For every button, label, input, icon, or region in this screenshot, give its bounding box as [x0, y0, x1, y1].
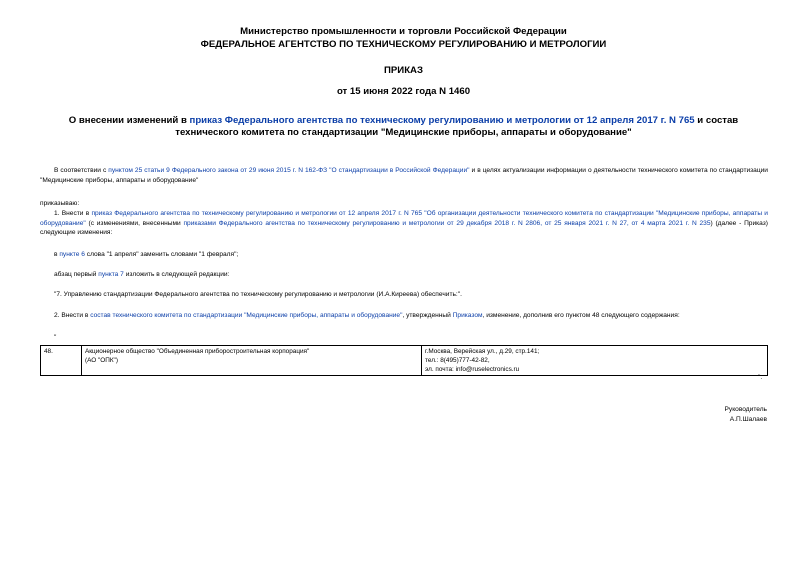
signature-block	[725, 405, 767, 425]
item-1-link-amendments[interactable]: приказами Федерального агентства по техническому регулированию и метрологии от 29 декабря 2018 г. N 2806, от 25 января 2021 г. N 27, от 4 марта 2021 г. N 235	[183, 219, 711, 227]
order-word: приказываю:	[40, 200, 80, 207]
sub-1-text-1: в	[54, 251, 60, 258]
link-point-7[interactable]: пункта 7	[98, 271, 124, 278]
intro-link-federal-law[interactable]: пунктом 25 статьи 9 Федерального закона от 29 июня 2015 г. N 162-ФЗ "О стандартизации в Российской Федерации"	[108, 167, 470, 174]
item-2-link-committee[interactable]: состав технического комитета по стандартизации "Медицинские приборы, аппараты и оборудование"	[90, 312, 403, 319]
contact-email: эл. почта: info@ruselectronics.ru	[425, 366, 520, 373]
title-link-order-765[interactable]: приказ Федерального агентства по техническому регулированию и метрологии от 12 апреля 2017 г. N 765	[189, 115, 695, 126]
quoted-point-7: "7. Управлению стандартизации Федерального агентства по техническому регулированию и метрологии (И.А.Киреева) обеспечить:".	[54, 291, 462, 298]
signatory-name: А.П.Шалаев	[729, 416, 767, 423]
contacts-cell	[422, 346, 768, 376]
table-row	[41, 346, 768, 376]
quote-open-mark: "	[54, 334, 57, 341]
contact-address: г.Москва, Верейская ул., д.29, стр.141;	[425, 348, 540, 355]
contact-phone: тел.: 8(495)777-42-82,	[425, 357, 490, 364]
committee-member-table	[40, 345, 768, 376]
item-1-link-order[interactable]: приказ Федерального агентства по техническому регулированию и метрологии от 12 апреля 2017 г. N 765 "Об организации деятельности технического комитета по стандартизации "Медицинские приборы, аппараты и оборудование"	[40, 210, 768, 227]
item-2-text-1: 2. Внести в	[54, 312, 91, 319]
document-title	[40, 115, 767, 139]
title-text-2: и состав технического комитета по стандартизации "Медицинские приборы, аппараты и оборудование"	[175, 115, 739, 138]
item-2-text-3: , изменение, дополнив его пунктом 48 следующего содержания:	[482, 312, 680, 319]
item-2-link-order[interactable]: Приказом	[452, 312, 483, 319]
item-2-text-2: , утвержденный	[402, 312, 453, 319]
item-1-text-1: 1. Внести в	[54, 210, 92, 217]
item-1-text-2: (с изменениями, внесенными	[85, 219, 184, 227]
item-1-paragraph	[40, 209, 768, 238]
sub-item-point-7	[54, 270, 229, 280]
row-number-cell: 48.	[41, 346, 82, 376]
document-date: от 15 июня 2022 года N 1460	[336, 86, 471, 97]
agency-name: ФЕДЕРАЛЬНОЕ АГЕНТСТВО ПО ТЕХНИЧЕСКОМУ РЕГУЛИРОВАНИЮ И МЕТРОЛОГИИ	[200, 39, 607, 50]
sub-item-point-6	[54, 250, 238, 260]
intro-text-1: В соответствии с	[54, 167, 109, 174]
intro-paragraph	[40, 166, 768, 185]
organization-cell	[82, 346, 422, 376]
sub-2-text-2: изложить в следующей редакции:	[123, 271, 230, 278]
intro-text-2: и в целях актуализации информации о деятельности технического комитета по стандартизации "Медицинские приборы, аппараты и оборудование"	[40, 167, 768, 184]
document-type: ПРИКАЗ	[384, 65, 423, 76]
ministry-name: Министерство промышленности и торговли Российской Федерации	[240, 26, 567, 37]
title-text-1: О внесении изменений в	[68, 115, 190, 126]
signatory-position: Руководитель	[724, 406, 767, 413]
quote-close-mark: ".	[758, 374, 763, 381]
sub-1-text-2: слова "1 апреля" заменить словами "1 февраля";	[84, 251, 239, 258]
organization-abbrev: (АО "ОПК")	[85, 357, 118, 364]
item-1-text-3: ) (далее - Приказ) следующие изменения:	[40, 219, 768, 237]
item-2-paragraph	[54, 311, 680, 321]
link-point-6[interactable]: пункте 6	[59, 251, 85, 258]
organization-name: Акционерное общество "Объединенная приборостроительная корпорация"	[85, 348, 310, 355]
sub-2-text-1: абзац первый	[54, 271, 99, 278]
